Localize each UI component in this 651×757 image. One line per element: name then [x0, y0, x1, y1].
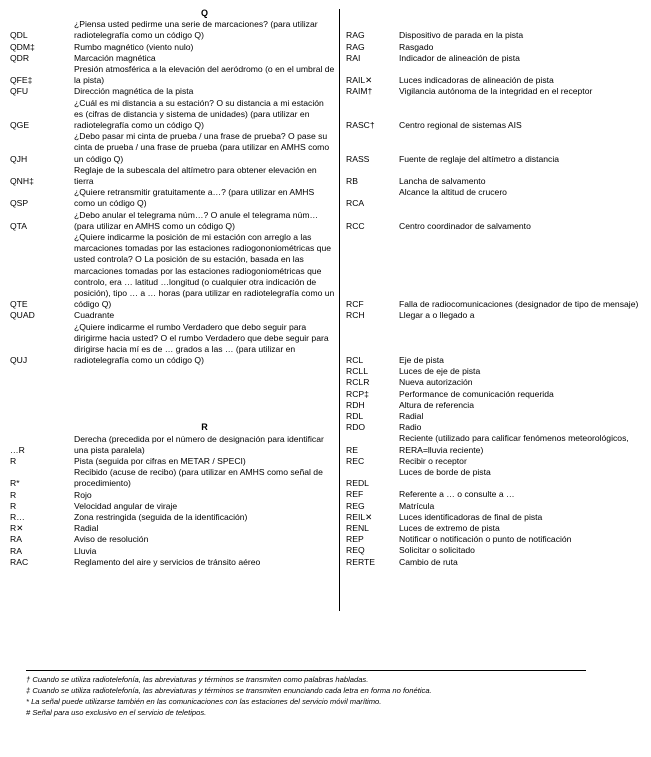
abbreviation-row: [10, 546, 335, 557]
abbreviation: REP: [346, 534, 364, 545]
definition: Derecha (precedida por el número de designación para identificar una pista paralela): [74, 433, 324, 455]
abbreviation-row: [346, 355, 646, 366]
abbreviation-row: [346, 30, 646, 41]
abbreviation: RAC: [10, 556, 29, 567]
abbreviation: RAIL✕: [346, 75, 373, 86]
definition: Lluvia: [74, 545, 97, 556]
abbreviation-row: [346, 557, 646, 568]
spacer: [10, 378, 335, 389]
definition: Luces de extremo de pista: [399, 523, 500, 534]
footnotes: [26, 670, 586, 718]
abbreviation-row: [346, 489, 646, 500]
abbreviation: …R: [10, 444, 25, 455]
abbreviation: R: [10, 456, 17, 467]
spacer: [10, 366, 335, 377]
abbreviation-row: [346, 377, 646, 388]
abbreviation: RDO: [346, 422, 366, 433]
abbreviation: REF: [346, 489, 364, 500]
spacer: [346, 344, 646, 355]
footnote: † Cuando se utiliza radiotelefonía, las abreviaturas y términos se transmiten como palabras habladas.: [26, 675, 369, 684]
footnote: ‡ Cuando se utiliza radiotelefonía, las abreviaturas y términos se transmiten enunciando cada letra en forma no fonética.: [26, 686, 432, 695]
spacer: [346, 19, 646, 30]
abbreviation-row: [346, 75, 646, 86]
abbreviation-row: [346, 433, 646, 455]
abbreviation-row: [346, 176, 646, 187]
abbreviation-row: [346, 422, 646, 433]
abbreviation: QNH‡: [10, 176, 34, 187]
definition: ¿Quiere indicarme la posición de mi estación con arreglo a las marcaciones tomadas por las estaciones radiogononiométricas que usted controla? O La posición de su estación, basada en las marcaciones tomadas por las estaciones radiogoniométricas que controlo, era … latitud …longitud (o cualquier otra indicación de posición), tipo … a … horas (para utilizar en radiotelegrafía como un código Q): [74, 232, 335, 310]
definition: Recibir o receptor: [399, 455, 467, 466]
abbreviation-row: [10, 322, 335, 367]
abbreviation: QDM‡: [10, 41, 35, 52]
abbreviation-row: [10, 53, 335, 64]
abbreviation-row: [346, 187, 646, 198]
spacer: [346, 243, 646, 254]
abbreviation: RCLL: [346, 366, 368, 377]
definition: ¿Piensa usted pedirme una serie de marcaciones? (para utilizar radiotelegrafía como un código Q): [74, 19, 318, 41]
spacer: [346, 254, 646, 265]
spacer: [346, 232, 646, 243]
spacer: [346, 288, 646, 299]
abbreviation: RAG: [346, 41, 365, 52]
definition: ¿Debo anular el telegrama núm…? O anule el telegrama núm… (para utilizar en AMHS como un código Q): [74, 209, 319, 231]
definition: Cuadrante: [74, 310, 115, 321]
abbreviation: R: [10, 500, 17, 511]
spacer: [346, 165, 646, 176]
definition: Rojo: [74, 489, 92, 500]
abbreviation-row: [10, 42, 335, 53]
definition: Aviso de resolución: [74, 534, 149, 545]
definition: Rasgado: [399, 41, 434, 52]
abbreviation: QDR: [10, 52, 30, 63]
abbreviation: RCC: [346, 220, 365, 231]
abbreviation: RCF: [346, 299, 364, 310]
definition: Eje de pista: [399, 355, 444, 366]
definition: Reglamento del aire y servicios de tránsito aéreo: [74, 556, 261, 567]
abbreviation: REG: [346, 500, 365, 511]
column-divider: [339, 9, 340, 611]
abbreviation-row: [10, 501, 335, 512]
abbreviation: QTE: [10, 299, 28, 310]
abbreviation: QSP: [10, 198, 29, 209]
abbreviation: R…: [10, 512, 25, 523]
spacer: [346, 131, 646, 142]
definition: Falla de radiocomunicaciones (designador de tipo de mensaje): [399, 299, 639, 310]
footnote: * La señal puede utilizarse también en las comunicaciones con las estaciones del servicio móvil marítimo.: [26, 697, 382, 706]
definition: Llegar a o llegado a: [399, 310, 475, 321]
spacer: [10, 389, 335, 400]
definition: Radio: [399, 422, 422, 433]
abbreviation-row: [346, 400, 646, 411]
spacer: [346, 210, 646, 221]
abbreviation-row: [10, 131, 335, 165]
abbreviation: QUAD: [10, 310, 35, 321]
abbreviation-row: [346, 534, 646, 545]
abbreviation: RENL: [346, 523, 369, 534]
abbreviation: RASC†: [346, 119, 375, 130]
abbreviation-row: [10, 210, 335, 232]
abbreviation-row: [346, 120, 646, 131]
definition: Centro coordinador de salvamento: [399, 220, 531, 231]
abbreviation-row: [10, 64, 335, 86]
abbreviation-row: [10, 19, 335, 41]
definition: Fuente de reglaje del altímetro a distancia: [399, 153, 560, 164]
abbreviation-row: [10, 98, 335, 132]
definition: Rumbo magnético (viento nulo): [74, 41, 194, 52]
abbreviation-row: [346, 366, 646, 377]
abbreviation: REDL: [346, 478, 369, 489]
abbreviation-row: [10, 434, 335, 456]
abbreviation-row: [346, 154, 646, 165]
definition: Luces indicadoras de alineación de pista: [399, 75, 554, 86]
spacer: [346, 8, 646, 19]
abbreviation: QUJ: [10, 355, 28, 366]
definition: ¿Quiere indicarme el rumbo Verdadero que debo seguir para dirigirme hacia usted? O el rumbo Verdadero que debe seguir para dirigirse hacia mí es de … grados a las … (para utilizar en radiotelegrafía como un código Q): [74, 321, 329, 366]
abbreviation-row: [10, 467, 335, 489]
abbreviation-row: [10, 187, 335, 209]
abbreviation: R*: [10, 478, 20, 489]
abbreviation: REQ: [346, 545, 365, 556]
definition: Centro regional de sistemas AIS: [399, 119, 522, 130]
abbreviation: RAG: [346, 30, 365, 41]
abbreviation: RASS: [346, 153, 370, 164]
abbreviation-row: [10, 232, 335, 310]
spacer: [346, 98, 646, 109]
definition: Presión atmosférica a la elevación del aeródromo (o en el umbral de la pista): [74, 64, 335, 86]
abbreviation: RE: [346, 444, 358, 455]
abbreviation: RA: [10, 545, 22, 556]
abbreviation-row: [346, 53, 646, 64]
abbreviation-row: [10, 490, 335, 501]
abbreviation: R: [10, 489, 17, 500]
definition: ¿Cuál es mi distancia a su estación? O su distancia a mi estación es (cifras de distancia y sistema de unidades) (para utilizar en radiotelegrafía como un código Q): [74, 97, 324, 131]
spacer: [10, 400, 335, 411]
definition: Indicador de alineación de pista: [399, 52, 520, 63]
definition: Radial: [74, 523, 99, 534]
definition: Vigilancia autónoma de la integridad en el receptor: [399, 86, 593, 97]
spacer: [10, 411, 335, 422]
abbreviation: QTA: [10, 220, 28, 231]
definition: Dispositivo de parada en la pista: [399, 30, 524, 41]
abbreviation-row: [10, 557, 335, 568]
abbreviation-row: [346, 86, 646, 97]
spacer: [346, 321, 646, 332]
definition: Reglaje de la subescala del altímetro para obtener elevación en tierra: [74, 164, 317, 187]
definition: Cambio de ruta: [399, 556, 458, 567]
abbreviation-row: [346, 501, 646, 512]
left-column: [10, 8, 335, 568]
definition: Marcación magnética: [74, 52, 156, 63]
definition: Performance de comunicación requerida: [399, 388, 554, 399]
definition: Lancha de salvamento: [399, 175, 486, 186]
definition: Solicitar o solicitado: [399, 545, 475, 556]
definition: ¿Debo pasar mi cinta de prueba / una frase de prueba? O pase su cinta de prueba / una frase de prueba (para utilizar en AMHS como un código Q): [74, 131, 330, 164]
abbreviation: QFE‡: [10, 75, 33, 86]
definition: Referente a … o consulte a …: [399, 489, 515, 500]
abbreviation: RCL: [346, 355, 364, 366]
abbreviation: QFU: [10, 86, 29, 97]
abbreviation: RAI: [346, 52, 361, 63]
definition: Radial: [399, 411, 424, 422]
spacer: [346, 333, 646, 344]
abbreviation-row: [346, 310, 646, 321]
definition: Luces de eje de pista: [399, 366, 481, 377]
abbreviation-row: [10, 523, 335, 534]
abbreviation-row: [10, 165, 335, 187]
definition: Nueva autorización: [399, 377, 473, 388]
abbreviation-row: [346, 478, 646, 489]
abbreviation-row: [346, 467, 646, 478]
definition: Zona restringida (seguida de la identificación): [74, 512, 248, 523]
definition: Luces identificadoras de final de pista: [399, 511, 543, 522]
abbreviation: RCLR: [346, 377, 370, 388]
abbreviation: RCP‡: [346, 388, 369, 399]
abbreviation: RAIM†: [346, 86, 373, 97]
definition: Luces de borde de pista: [399, 467, 491, 478]
abbreviation-row: [10, 534, 335, 545]
abbreviation: QGE: [10, 120, 30, 131]
abbreviation: RCH: [346, 310, 365, 321]
abbreviation-row: [346, 456, 646, 467]
abbreviation: RCA: [346, 198, 365, 209]
spacer: [346, 265, 646, 276]
abbreviation: REC: [346, 455, 365, 466]
abbreviation: REIL✕: [346, 511, 373, 522]
spacer: [346, 277, 646, 288]
abbreviation-row: [346, 198, 646, 209]
abbreviation: RERTE: [346, 556, 375, 567]
definition: Velocidad angular de viraje: [74, 500, 178, 511]
abbreviation: RDH: [346, 399, 365, 410]
spacer: [346, 142, 646, 153]
abbreviation-row: [346, 299, 646, 310]
abbreviation-row: [346, 221, 646, 232]
definition: Reciente (utilizado para calificar fenómenos meteorológicos, RERA=lluvia reciente): [399, 433, 629, 455]
abbreviation-row: [346, 389, 646, 400]
abbreviation-row: [346, 411, 646, 422]
definition: Altura de referencia: [399, 399, 474, 410]
definition: Dirección magnética de la pista: [74, 86, 194, 97]
abbreviation-row: [346, 545, 646, 556]
abbreviation-row: [346, 42, 646, 53]
abbreviation-row: [10, 512, 335, 523]
abbreviation: R✕: [10, 523, 24, 534]
right-column: [346, 8, 646, 568]
definition: Notificar o notificación o punto de notificación: [399, 534, 572, 545]
spacer: [346, 109, 646, 120]
abbreviation-row: [346, 523, 646, 534]
abbreviation-row: [346, 512, 646, 523]
definition: Recibido (acuse de recibo) (para utilizar en AMHS como señal de procedimiento): [74, 467, 323, 489]
definition: Matrícula: [399, 500, 435, 511]
definition: Alcance la altitud de crucero: [399, 187, 507, 198]
section-heading-q: Q: [200, 8, 208, 18]
abbreviation: RA: [10, 534, 22, 545]
definition: Pista (seguida por cifras en METAR / SPECI): [74, 456, 246, 467]
abbreviation-row: [10, 310, 335, 321]
abbreviation-row: [10, 456, 335, 467]
section-heading-r: R: [201, 422, 208, 433]
abbreviation-row: [10, 86, 335, 97]
footnote: # Señal para uso exclusivo en el servicio de teletipos.: [26, 708, 207, 717]
spacer: [346, 64, 646, 75]
abbreviation: RDL: [346, 411, 364, 422]
abbreviation: QDL: [10, 30, 28, 41]
abbreviation: RB: [346, 175, 358, 186]
definition: ¿Quiere retransmitir gratuitamente a…? (para utilizar en AMHS como un código Q): [74, 187, 315, 209]
abbreviation: QJH: [10, 153, 28, 164]
